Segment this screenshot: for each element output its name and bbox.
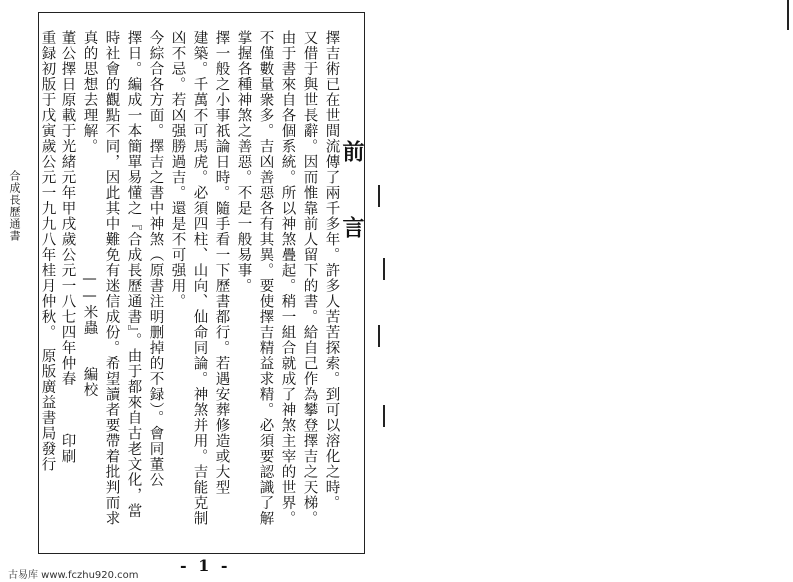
text-column-7: 建築。千萬不可馬虎。必須四柱、山向、仙命同論。神煞并用。吉能克制	[191, 30, 208, 526]
text-column-8: 凶不忌。若凶强勝過吉。還是不可强用。	[169, 30, 186, 309]
text-column-4: 不僅數量衆多。吉凶善惡各有其異。要使擇吉精益求精。必須要認識了解	[257, 30, 274, 526]
binding-mark	[383, 405, 385, 427]
page-edge-mark	[787, 0, 789, 30]
text-column-1: 擇吉術已在世間流傳了兩千多年。許多人苦苦探索。到可以溶化之時。	[323, 30, 340, 511]
text-column-13: 董公擇日原載于光緒元年甲戌歲公元一八七四年仲春 印刷	[59, 30, 76, 464]
text-column-5: 掌握各種神煞之善惡。不是一般易事。	[235, 30, 252, 294]
page-number: - 1 -	[180, 556, 231, 575]
text-column-14: 重録初版于戊寅歲公元一九九八年桂月仲秋。 原版廣益書局發行	[39, 30, 56, 473]
binding-mark	[383, 258, 385, 280]
watermark: 古易库 www.fczhu920.com	[8, 570, 139, 581]
text-column-2: 又借于與世長辭。因而惟靠前人留下的書。給自己作為攀登擇吉之天梯。	[301, 30, 318, 526]
text-column-6: 擇一般之小事祇論日時。隨手看一下歷書都行。若遇安葬修造或大型	[213, 30, 230, 495]
text-column-3: 由于書來自各個系統。所以神煞疊起。稍一組合就成了神煞主宰的世界。	[279, 30, 296, 526]
text-column-10: 擇日。編成一本簡單易懂之『合成長歷通書』。由于都來自古老文化，當	[125, 30, 142, 519]
page-title: 前 言	[339, 140, 365, 254]
text-column-12: 真的思想去理解。 ——米蟲 編校	[81, 30, 98, 398]
text-column-9: 今綜合各方面。擇吉之書中神煞（原書注明删掉的不録）。會同董公	[147, 30, 164, 488]
text-column-11: 時社會的觀點不同，因此其中難免有迷信成份。希望讀者要帶着批判而求	[103, 30, 120, 526]
side-title: 合成長歷通書	[8, 170, 21, 242]
binding-mark	[378, 185, 380, 207]
binding-mark	[378, 325, 380, 347]
